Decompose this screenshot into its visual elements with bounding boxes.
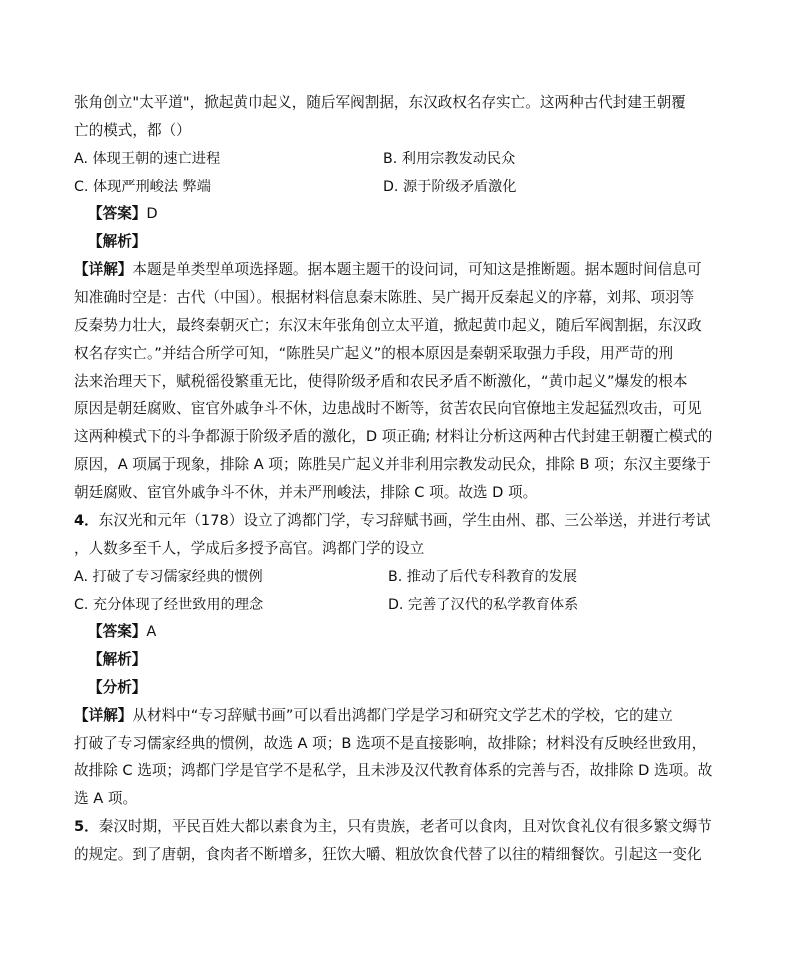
- q4-detail-line-1: [74, 706, 724, 726]
- q4-option-c: C. 充分体现了经世致用的理念: [74, 597, 264, 613]
- q4-answer: [88, 622, 738, 642]
- q3-stem-line-1: 张角创立"太平道"，掀起黄巾起义，随后军阀割据，东汉政权名存实亡。这两种古代封建王朝覆: [74, 94, 686, 111]
- q4-option-b: B. 推动了后代专科教育的发展: [388, 569, 578, 585]
- q4-detail-line-2: 打破了专习儒家经典的惯例，故选 A 项；B 选项不是直接影响，故排除；材料没有反映经世致用，: [74, 735, 707, 752]
- q4-detail-text-1: 从材料中“专习辞赋书画”可以看出鸿都门学是学习和研究文学艺术的学校，它的建立: [132, 707, 673, 724]
- q4-option-d: D. 完善了汉代的私学教育体系: [388, 597, 579, 613]
- q3-detail-line-6: 原因是朝廷腐败、宦官外戚争斗不休，边患战时不断等，贫苦农民向官僚地主发起猛烈攻击，可见: [74, 400, 702, 417]
- q4-analysis-label: 【解析】: [88, 651, 147, 668]
- q4-detail-label: 【详解】: [74, 707, 133, 724]
- q4-answer-label: 【答案】: [88, 623, 147, 640]
- q3-option-c: C. 体现严刑峻法 弊端: [74, 179, 211, 195]
- q3-detail-label: 【详解】: [74, 261, 133, 278]
- q3-option-b: B. 利用宗教发动民众: [383, 151, 516, 167]
- q3-analysis-label: 【解析】: [88, 233, 147, 250]
- q5-stem-line-2: 的规定。到了唐朝，食肉者不断增多，狂饮大嚼、粗放饮食代替了以往的精细餐饮。引起这一变化: [74, 846, 702, 863]
- q4-detail-line-4: 选 A 项。: [74, 790, 138, 807]
- q3-option-a: A. 体现王朝的速亡进程: [74, 151, 221, 167]
- q3-answer-label: 【答案】: [88, 205, 147, 222]
- q3-option-d: D. 源于阶级矛盾激化: [383, 179, 517, 195]
- q3-detail-line-1: [74, 260, 724, 280]
- q3-detail-text-1: 本题是单类型单项选择题。据本题主题干的设问词，可知这是推断题。据本题时间信息可: [132, 261, 702, 278]
- q3-stem-line-2: 亡的模式，都（）: [74, 122, 191, 139]
- q4-stem-line-1: [74, 511, 724, 531]
- q3-detail-line-7: 这两种模式下的斗争都源于阶级矛盾的激化，D 项正确; 材料让分析这两种古代封建王朝覆亡模式的: [74, 428, 713, 445]
- q3-detail-line-8: 原因，A 项属于现象，排除 A 项；陈胜吴广起义并非利用宗教发动民众，排除 B 项；东汉主要缘于: [74, 456, 711, 473]
- q3-answer: [88, 204, 738, 224]
- q4-answer-value: A: [146, 623, 157, 640]
- q5-stem-line-1: [74, 817, 724, 837]
- q4-option-a: A. 打破了专习儒家经典的惯例: [74, 569, 263, 585]
- q5-number: 5．: [74, 818, 99, 835]
- q3-detail-line-3: 反秦势力壮大，最终秦朝灭亡；东汉末年张角创立太平道，掀起黄巾起义，随后军阀割据，东汉政: [74, 317, 702, 334]
- q4-stem-line-2: ，人数多至千人，学成后多授予高官。鸿都门学的设立: [74, 540, 425, 557]
- q3-detail-line-4: 权名存实亡。”并结合所学可知，“陈胜吴广起义”的根本原因是秦朝采取强力手段，用严苛的刑: [74, 345, 674, 362]
- q4-detail-line-3: 故排除 C 选项；鸿都门学是官学不是私学，且未涉及汉代教育体系的完善与否，故排除 D 选项。故: [74, 762, 713, 779]
- q3-answer-value: D: [146, 205, 158, 222]
- q5-stem-text-1: 秦汉时期，平民百姓大都以素食为主，只有贵族，老者可以食肉，且对饮食礼仪有很多繁文缛节: [98, 818, 712, 835]
- q4-stem-text-1: 东汉光和元年（178）设立了鸿都门学，专习辞赋书画，学生由州、郡、三公举送，并进行考试: [98, 512, 711, 529]
- q3-detail-line-2: 知准确时空是：古代（中国）。根据材料信息秦末陈胜、吴广揭开反秦起义的序幕，刘邦、项羽等: [74, 289, 695, 306]
- q3-detail-line-5: 法来治理天下，赋税徭役繁重无比，使得阶级矛盾和农民矛盾不断激化，“黄巾起义”爆发的根本: [74, 373, 688, 390]
- q4-number: 4．: [74, 512, 99, 529]
- q3-detail-line-9: 朝廷腐败、宦官外戚争斗不休，并未严刑峻法，排除 C 项。故选 D 项。: [74, 484, 538, 501]
- q4-fenxi-label: 【分析】: [88, 679, 147, 696]
